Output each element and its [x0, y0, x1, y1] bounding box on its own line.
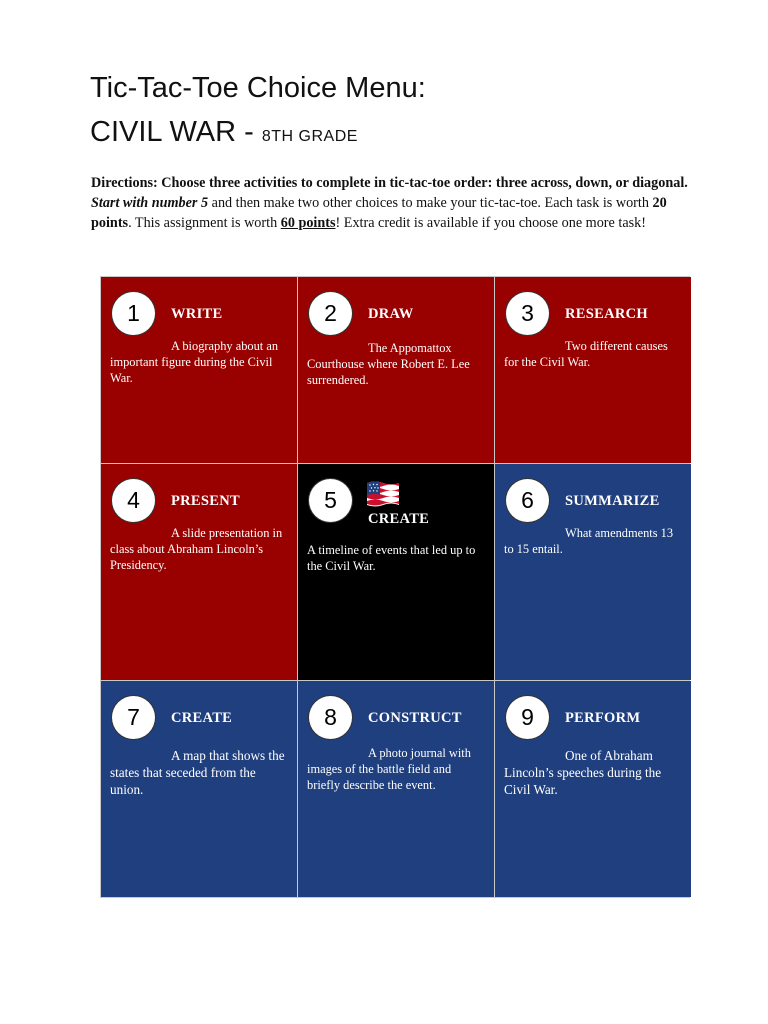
american-flag-icon — [366, 480, 400, 508]
activity-label: PRESENT — [171, 493, 240, 509]
activity-description: A biography about an important figure during the Civil War. — [110, 339, 279, 385]
choice-cell-8[interactable] — [298, 681, 494, 897]
activity-description: Two different causes for the Civil War. — [504, 339, 668, 369]
choice-cell-6[interactable] — [495, 464, 691, 680]
activity-label: CREATE — [171, 710, 233, 726]
activity-description: A map that shows the states that seceded from the union. — [110, 748, 285, 797]
activity-description: A photo journal with images of the battle field and briefly describe the event. — [307, 746, 471, 792]
subtitle-main: CIVIL WAR - — [90, 116, 254, 148]
choice-cell-3[interactable] — [495, 277, 691, 463]
directions-text-2: . This assignment is worth — [128, 215, 278, 231]
directions-text-1: and then make two other choices to make your tic-tac-toe. Each task is worth — [211, 195, 649, 211]
assignment-points: 60 points — [280, 215, 336, 231]
number-badge: 3 — [506, 292, 549, 335]
number-badge: 8 — [309, 696, 352, 739]
activity-label: PERFORM — [565, 710, 641, 726]
number-badge: 4 — [112, 479, 155, 522]
page-subtitle — [90, 116, 358, 149]
activity-description: A timeline of events that led up to the Civil War. — [307, 543, 476, 573]
choice-cell-5[interactable] — [298, 464, 494, 680]
activity-label: CREATE — [368, 511, 430, 527]
subtitle-grade: 8TH GRADE — [261, 128, 358, 145]
number-badge: 9 — [506, 696, 549, 739]
number-badge: 7 — [112, 696, 155, 739]
directions-text-3: ! Extra credit is available if you choose one more task! — [335, 215, 646, 231]
directions-start-note: Start with number 5 — [91, 195, 209, 211]
choice-cell-7[interactable] — [101, 681, 297, 897]
activity-label: DRAW — [368, 306, 414, 322]
directions-lead: Directions: Choose three activities to complete in tic-tac-toe order: three across, down, or diagonal. — [91, 175, 688, 191]
activity-label: WRITE — [171, 306, 223, 322]
choice-cell-2[interactable] — [298, 277, 494, 463]
activity-description: What amendments 13 to 15 entail. — [504, 526, 674, 556]
page-title: Tic-Tac-Toe Choice Menu: — [90, 72, 426, 104]
activity-description: A slide presentation in class about Abraham Lincoln’s Presidency. — [110, 526, 283, 572]
choice-grid — [100, 276, 690, 898]
choice-cell-4[interactable] — [101, 464, 297, 680]
activity-label: CONSTRUCT — [368, 710, 462, 726]
directions-paragraph — [91, 173, 691, 233]
activity-label: RESEARCH — [565, 306, 648, 322]
number-badge: 5 — [309, 479, 352, 522]
number-badge: 6 — [506, 479, 549, 522]
activity-description: One of Abraham Lincoln’s speeches during the Civil War. — [504, 748, 662, 797]
choice-cell-1[interactable] — [101, 277, 297, 463]
activity-description: The Appomattox Courthouse where Robert E. Lee surrendered. — [307, 341, 470, 387]
number-badge: 1 — [112, 292, 155, 335]
task-points: 20 points — [91, 195, 667, 231]
number-badge: 2 — [309, 292, 352, 335]
activity-label: SUMMARIZE — [565, 493, 660, 509]
choice-cell-9[interactable] — [495, 681, 691, 897]
